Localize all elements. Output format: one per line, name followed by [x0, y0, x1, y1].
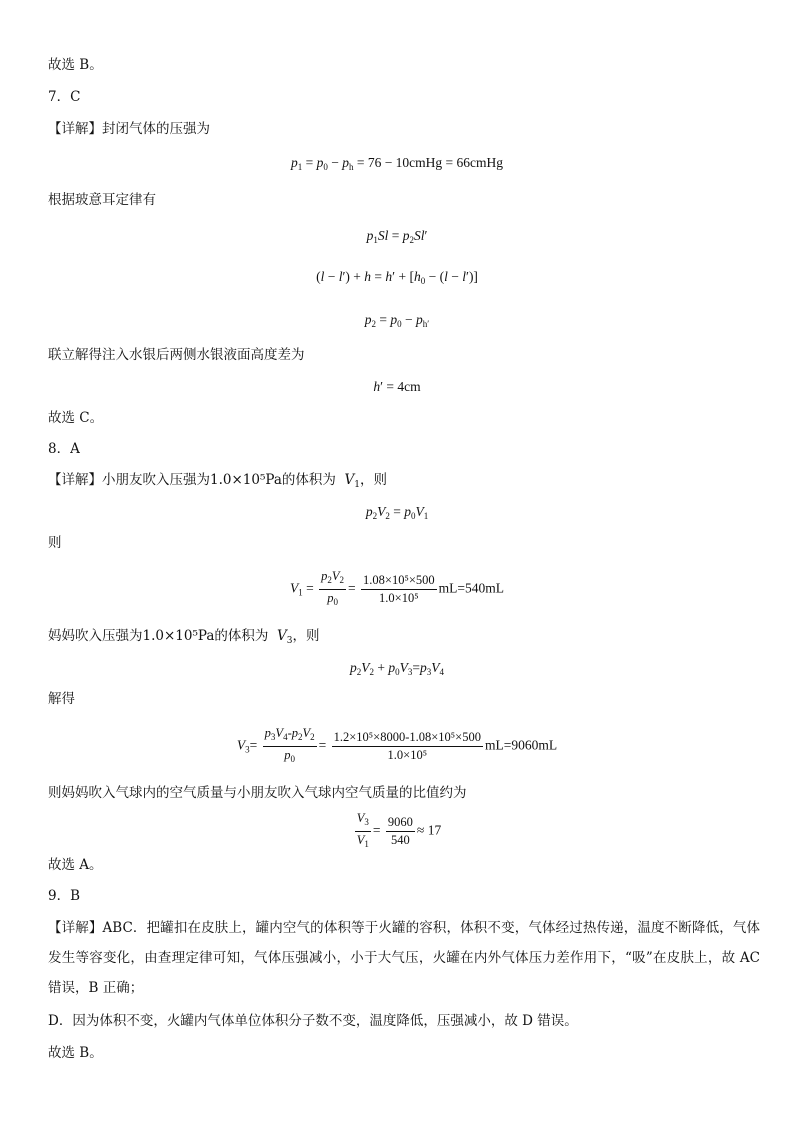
q8-v1-formula: $V_1$ = $\frac{p_2V_2}{p_0}$ = $\frac{\text{1.08×10⁵×500}}{\text{1.0×10⁵}}$ mL=540mL — [290, 569, 504, 607]
q8-v3-formula: $V_3=$ $\frac{p_3V_4-p_2V_2}{p_0}$ = $\frac{\text{1.2×10⁵×8000-1.08×10⁵×500}}{\text{1.0×10⁵}}$ mL=9060mL — [236, 726, 558, 764]
q9-paragraph-1: 【详解】ABC．把罐扣在皮肤上，罐内空气的体积等于火罐的容积，体积不变，气体经过热传递，温度不断降低，气体发生等容变化，由查理定律可知，气体压强减小，小于大气压，火罐在内外气体压力差作用下，“吸”在皮肤上，故 AC 错误，B 正确； — [48, 920, 760, 996]
q8-equation-2: $p_2V_2 + p_0V_3=p_3V_4$ — [350, 660, 444, 677]
q7-solve-line: 联立解得注入水银后两侧水银液面高度差为 — [48, 347, 305, 363]
q7-law-line: 根据玻意耳定律有 — [48, 192, 156, 208]
q8-then: 则 — [48, 535, 62, 551]
q8-conclusion: 故选 A。 — [48, 857, 103, 873]
q8-ratio-formula: $\frac{V_3}{V_1}$ = $\frac{9060}{540}$ ≈ 17 — [356, 811, 442, 849]
question-7-answer: 7．C — [48, 89, 81, 105]
q7-equation-1: $p_1 = p_0 - p_h = 76$ − 10cmHg = 66cmHg — [290, 155, 504, 172]
q7-equation-3: $(l - l') + h = h' + [h_0 - (l - l')]$ — [316, 269, 478, 286]
q9-conclusion: 故选 B。 — [48, 1045, 103, 1061]
answer-line: 故选 B。 — [48, 57, 103, 73]
q7-explanation: 【详解】封闭气体的压强为 — [48, 121, 210, 137]
q7-equation-2: $p_1Sl = p_2Sl'$ — [366, 228, 428, 245]
q8-solve: 解得 — [48, 691, 75, 707]
q7-result: h′ = 4cm — [373, 379, 421, 394]
q8-equation-1: $p_2V_2 = p_0V_1$ — [365, 504, 429, 521]
question-9-answer: 9．B — [48, 888, 81, 904]
q8-explanation: 【详解】小朋友吹入压强为1.0×10⁵Pa的体积为 $V_1$，则 — [48, 472, 387, 490]
q8-mom-line: 妈妈吹入压强为1.0×10⁵Pa的体积为 $V_3$，则 — [48, 628, 320, 646]
q9-paragraph-2: D．因为体积不变，火罐内气体单位体积分子数不变，温度降低，压强减小，故 D 错误。 — [48, 1013, 578, 1029]
question-8-answer: 8．A — [48, 441, 80, 457]
q8-ratio-line: 则妈妈吹入气球内的空气质量与小朋友吹入气球内空气质量的比值约为 — [48, 785, 467, 801]
q7-conclusion: 故选 C。 — [48, 410, 104, 426]
q7-equation-4: $p_2 = p_0 - p_{h'}$ — [364, 312, 430, 329]
